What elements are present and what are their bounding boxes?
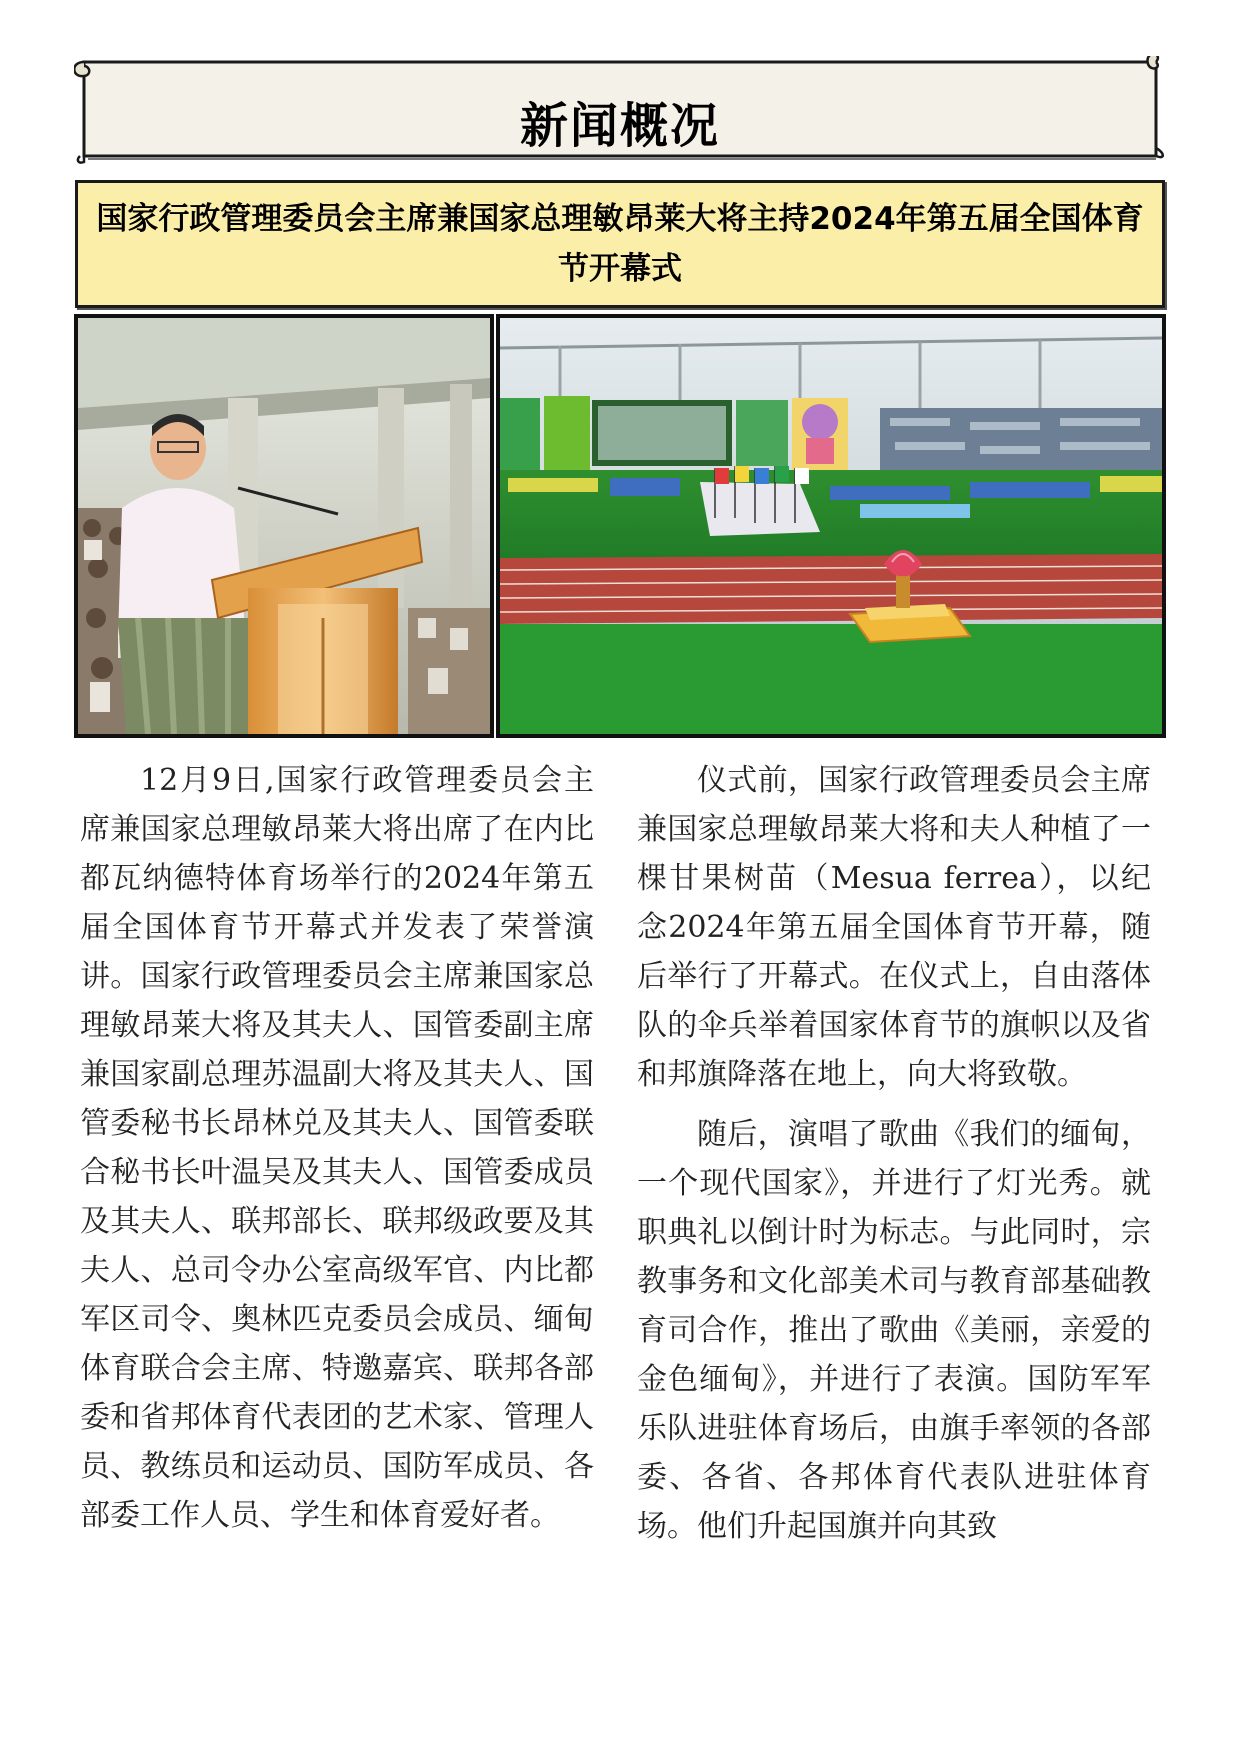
paragraph: 12月9日,国家行政管理委员会主席兼国家总理敏昂莱大将出席了在内比都瓦纳德特体育场举行的2024年第五届全国体育节开幕式并发表了荣誉演讲。国家行政管理委员会主席兼国家总理敏昂莱大将及其夫人、国管委副主席兼国家副总理苏温副大将及其夫人、国管委秘书长昂林兑及其夫人、国管委联合秘书长叶温吴及其夫人、国管委成员及其夫人、联邦部长、联邦级政要及其夫人、总司令办公室高级军官、内比都军区司令、奥林匹克委员会成员、缅甸体育联合会主席、特邀嘉宾、联邦各部委和省邦体育代表团的艺术家、管理人员、教练员和运动员、国防军成员、各部委工作人员、学生和体育爱好者。 (80, 763, 594, 1533)
headline-box (75, 180, 1165, 308)
speaker-at-podium-icon (78, 318, 490, 734)
article-headline: 国家行政管理委员会主席兼国家总理敏昂莱大将主持2024年第五届全国体育节开幕式 (96, 201, 1144, 287)
banner-title: 新闻概况 (519, 98, 720, 154)
paragraph: 仪式前，国家行政管理委员会主席兼国家总理敏昂莱大将和夫人种植了一棵甘果树苗（Mesua ferrea），以纪念2024年第五届全国体育节开幕，随后举行了开幕式。在仪式上，自由落体队的伞兵举着国家体育节的旗帜以及省和邦旗降落在地上，向大将致敬。 (637, 763, 1151, 1092)
photo-speaker (74, 314, 494, 738)
photo-stadium (496, 314, 1166, 738)
paragraph: 随后，演唱了歌曲《我们的缅甸，一个现代国家》，并进行了灯光秀。就职典礼以倒计时为标志。与此同时，宗教事务和文化部美术司与教育部基础教育司合作，推出了歌曲《美丽，亲爱的金色缅甸》，并进行了表演。国防军军乐队进驻体育场后，由旗手率领的各部委、各省、各邦体育代表队进驻体育场。他们升起国旗并向其致 (637, 1117, 1151, 1544)
stadium-ceremony-icon (500, 318, 1162, 734)
title-banner (74, 56, 1166, 168)
article-column-right (637, 756, 1151, 1551)
article-column-left (80, 756, 594, 1540)
